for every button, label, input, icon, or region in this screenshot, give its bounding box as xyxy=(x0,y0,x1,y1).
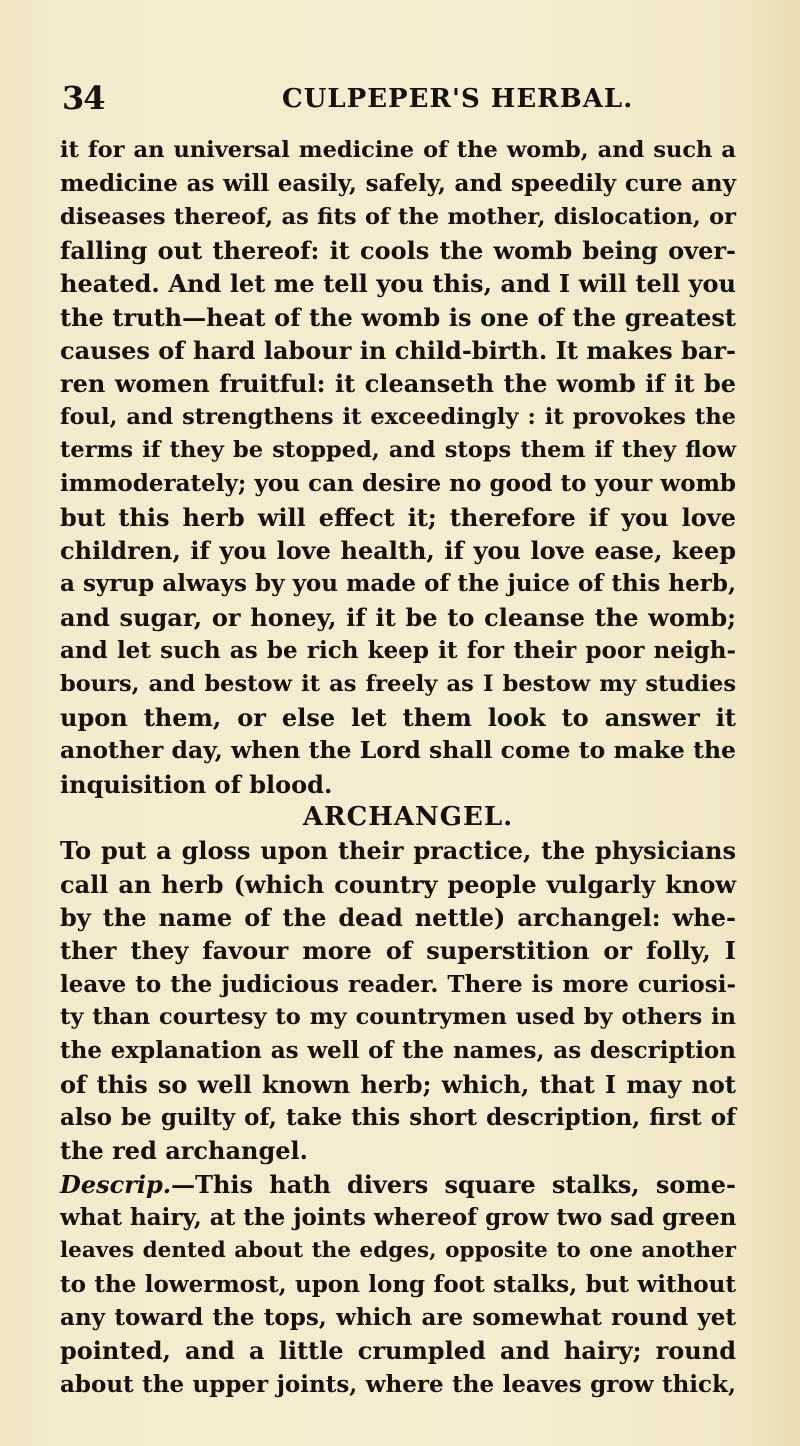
text-line: immoderately; you can desire no good to your womb xyxy=(60,470,736,498)
text-line: falling out thereof: it cools the womb being over- xyxy=(60,236,736,266)
paragraph-archangel-intro xyxy=(60,834,736,1167)
text-line: by the name of the dead nettle) archangel: whe- xyxy=(60,902,736,932)
paragraph-description xyxy=(60,1168,736,1401)
text-line: ther they favour more of superstition or folly, I xyxy=(60,936,736,966)
text-line: diseases thereof, as fits of the mother, dislocation, or xyxy=(60,203,736,230)
text-line: another day, when the Lord shall come to make the xyxy=(60,736,736,765)
description-label: Descrip. xyxy=(60,1169,172,1199)
text-line: of this so well known herb; which, that I may not xyxy=(60,1069,736,1099)
text-line: medicine as will easily, safely, and speedily cure any xyxy=(60,170,736,198)
text-line: the explanation as well of the names, as description xyxy=(60,1037,736,1065)
text-line: and sugar, or honey, if it be to cleanse the womb; xyxy=(60,602,736,632)
text-line: foul, and strengthens it exceedingly : it provokes the xyxy=(60,403,736,430)
page-number: 34 xyxy=(62,79,105,117)
text-line: what hairy, at the joints whereof grow two sad green xyxy=(60,1204,737,1231)
body-text xyxy=(60,134,736,1401)
text-line: it for an universal medicine of the womb, and such a xyxy=(60,137,736,163)
text-line: terms if they be stopped, and stops them if they flow xyxy=(60,437,736,464)
text-line: also be guilty of, take this short description, first of xyxy=(60,1103,736,1131)
text-line: but this herb will effect it; therefore if you love xyxy=(60,502,736,532)
text-line: upon them, or else let them look to answer it xyxy=(60,702,736,732)
text-line: bours, and bestow it as freely as I bestow my studies xyxy=(60,670,736,697)
text-line: causes of hard labour in child-birth. It makes bar- xyxy=(60,336,736,366)
text-line: To put a gloss upon their practice, the physicians xyxy=(60,836,736,866)
text-line: heated. And let me tell you this, and I will tell you xyxy=(60,269,736,299)
text-line: about the upper joints, where the leaves grow thick, xyxy=(60,1370,736,1398)
text-line: to the lowermost, upon long foot stalks, but without xyxy=(60,1270,736,1298)
section-heading: ARCHANGEL. xyxy=(302,801,514,832)
text-line: the red archangel. xyxy=(60,1136,308,1166)
paragraph-continuation xyxy=(60,134,736,801)
description-first-line: —This hath divers square stalks, some- xyxy=(171,1169,736,1199)
text-line xyxy=(60,1168,736,1201)
text-line: any toward the tops, which are somewhat round yet xyxy=(60,1304,736,1332)
text-line: ren women fruitful: it cleanseth the womb if it be xyxy=(60,369,736,399)
text-line: call an herb (which country people vulgarly know xyxy=(60,869,736,899)
text-line: inquisition of blood. xyxy=(60,769,333,799)
text-line: and let such as be rich keep it for their poor neigh- xyxy=(60,637,736,665)
text-line: leave to the judicious reader. There is more curiosi- xyxy=(60,970,736,998)
running-head: CULPEPER'S HERBAL. xyxy=(282,84,634,114)
page-header xyxy=(0,78,800,118)
text-line: leaves dented about the edges, opposite to one another xyxy=(60,1238,736,1264)
text-line: ty than courtesy to my countrymen used by others in xyxy=(60,1003,736,1030)
text-line: children, if you love health, if you love ease, keep xyxy=(60,536,736,566)
text-line: the truth—heat of the womb is one of the greatest xyxy=(60,302,736,332)
text-line: pointed, and a little crumpled and hairy; round xyxy=(60,1336,736,1366)
text-line: a syrup always by you made of the juice of this herb, xyxy=(60,570,736,598)
